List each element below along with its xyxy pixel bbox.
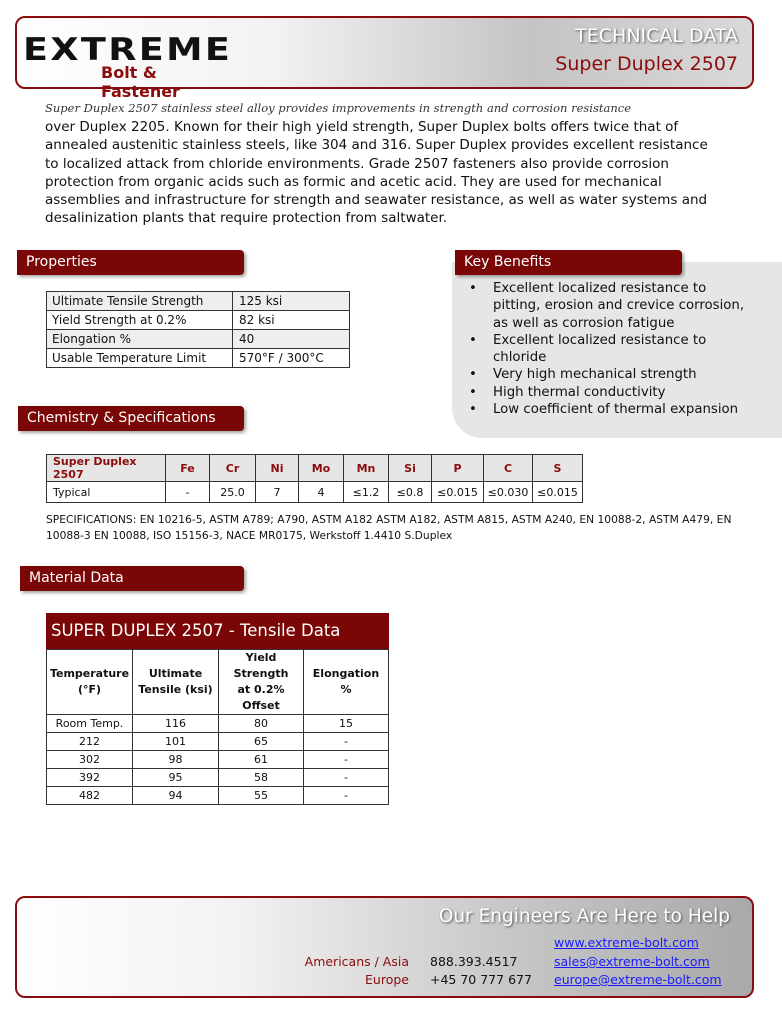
website-link[interactable]: www.extreme-bolt.com [554, 935, 699, 950]
column-header: Si [389, 455, 432, 482]
properties-table [46, 291, 350, 368]
table-cell: ≤1.2 [344, 482, 389, 503]
table-cell: 7 [256, 482, 299, 503]
table-row [47, 769, 389, 787]
chemistry-table [46, 454, 583, 503]
table-cell: 95 [133, 769, 219, 787]
table-cell: 392 [47, 769, 133, 787]
table-cell: Room Temp. [47, 715, 133, 733]
property-label: Ultimate Tensile Strength [47, 292, 233, 311]
list-item: • Excellent localized resistance to pitting, erosion and crevice corrosion, as well as corrosion fatigue [467, 280, 752, 332]
benefits-list [467, 280, 752, 418]
property-value: 40 [233, 330, 350, 349]
column-header-line: Yield Strength [233, 651, 289, 680]
intro-lead-line: Super Duplex 2507 stainless steel alloy provides improvements in strength and corrosion resistance [45, 101, 632, 115]
benefits-heading: Key Benefits [455, 250, 682, 275]
table-cell: 25.0 [210, 482, 256, 503]
property-label: Elongation % [47, 330, 233, 349]
table-cell: Typical [47, 482, 166, 503]
table-cell: - [304, 769, 389, 787]
chemistry-heading: Chemistry & Specifications [18, 406, 244, 431]
column-header-line: Elongation [312, 667, 380, 680]
table-cell: 116 [133, 715, 219, 733]
table-row [47, 330, 350, 349]
properties-heading: Properties [17, 250, 244, 275]
table-cell: 80 [219, 715, 304, 733]
phone-number: 888.393.4517 [430, 954, 518, 969]
email-link[interactable]: sales@extreme-bolt.com [554, 954, 710, 969]
table-cell: 61 [219, 751, 304, 769]
column-header: Super Duplex 2507 [47, 455, 166, 482]
doc-title: Super Duplex 2507 [555, 53, 738, 75]
footer-banner [15, 896, 754, 998]
table-cell: 65 [219, 733, 304, 751]
column-header-line: Ultimate [148, 667, 203, 680]
column-header-line: (°F) [77, 683, 102, 696]
table-cell: - [304, 787, 389, 805]
column-header-line: Tensile (ksi) [138, 683, 213, 696]
column-header [47, 650, 133, 715]
table-row [47, 482, 583, 503]
region-label: Americans / Asia [304, 954, 409, 969]
table-header-row [47, 650, 389, 715]
table-header-row [47, 455, 583, 482]
column-header [304, 650, 389, 715]
table-cell: 302 [47, 751, 133, 769]
list-item: • Low coefficient of thermal expansion [467, 401, 752, 418]
tensile-table [46, 649, 389, 805]
table-cell: 58 [219, 769, 304, 787]
property-value: 82 ksi [233, 311, 350, 330]
table-cell: ≤0.015 [432, 482, 484, 503]
column-header: Fe [166, 455, 210, 482]
doc-kicker: TECHNICAL DATA [575, 25, 738, 47]
table-cell: ≤0.8 [389, 482, 432, 503]
table-cell: - [304, 733, 389, 751]
column-header: C [484, 455, 533, 482]
column-header: Mo [299, 455, 344, 482]
phone-number: +45 70 777 677 [430, 972, 532, 987]
column-header: Mn [344, 455, 389, 482]
company-logo [21, 32, 241, 101]
logo-subtitle: Bolt & Fastener [101, 63, 180, 101]
list-item: • Very high mechanical strength [467, 366, 752, 383]
table-cell: 4 [299, 482, 344, 503]
table-cell: 212 [47, 733, 133, 751]
logo-wordmark: EXTREME [23, 32, 233, 68]
tensile-table-title: SUPER DUPLEX 2507 - Tensile Data [46, 613, 389, 649]
table-cell: 98 [133, 751, 219, 769]
table-cell: 101 [133, 733, 219, 751]
table-row [47, 311, 350, 330]
column-header: Cr [210, 455, 256, 482]
table-cell: 94 [133, 787, 219, 805]
table-cell: - [166, 482, 210, 503]
table-row [47, 292, 350, 311]
header-banner [15, 16, 754, 101]
table-cell: ≤0.030 [484, 482, 533, 503]
table-cell: - [304, 751, 389, 769]
tensile-data-table [46, 613, 389, 805]
material-heading: Material Data [20, 566, 244, 591]
list-item: • High thermal conductivity [467, 384, 752, 401]
region-label: Europe [365, 972, 409, 987]
list-item: • Excellent localized resistance to chloride [467, 332, 752, 367]
email-link[interactable]: europe@extreme-bolt.com [554, 972, 722, 987]
table-row [47, 349, 350, 368]
property-label: Usable Temperature Limit [47, 349, 233, 368]
table-row [47, 733, 389, 751]
table-cell: 55 [219, 787, 304, 805]
table-cell: 482 [47, 787, 133, 805]
column-header [133, 650, 219, 715]
property-value: 570°F / 300°C [233, 349, 350, 368]
property-label: Yield Strength at 0.2% [47, 311, 233, 330]
column-header [219, 650, 304, 715]
table-row [47, 751, 389, 769]
table-row [47, 715, 389, 733]
table-cell: 15 [304, 715, 389, 733]
specifications-text: SPECIFICATIONS: EN 10216-5, ASTM A789; A790, ASTM A182 ASTM A182, ASTM A815, ASTM A240, EN 10088-2, ASTM A479, EN 10088-3 EN 10088, ISO 15156-3, NACE MR0175, Werkstoff 1.4410 S.Duplex [46, 513, 732, 542]
column-header: Ni [256, 455, 299, 482]
column-header-line: at 0.2% Offset [237, 683, 285, 712]
footer-title: Our Engineers Are Here to Help [438, 906, 730, 927]
table-row [47, 787, 389, 805]
column-header-line: % [340, 683, 352, 696]
column-header-line: Temperature [49, 667, 130, 680]
table-cell: ≤0.015 [533, 482, 583, 503]
column-header: S [533, 455, 583, 482]
column-header: P [432, 455, 484, 482]
property-value: 125 ksi [233, 292, 350, 311]
intro-paragraph: over Duplex 2205. Known for their high yield strength, Super Duplex bolts offers twice that of annealed austenitic stainless steels, like 304 and 316. Super Duplex provides excellent resistance to localized attack from chloride environments. Grade 2507 fasteners also provide corrosion protection from organic acids such as formic and acetic acid. They are used for mechanical assemblies and infrastructure for strength and seawater resistance, as well as water systems and desalinization plants that require protection from saltwater. [45, 119, 708, 227]
